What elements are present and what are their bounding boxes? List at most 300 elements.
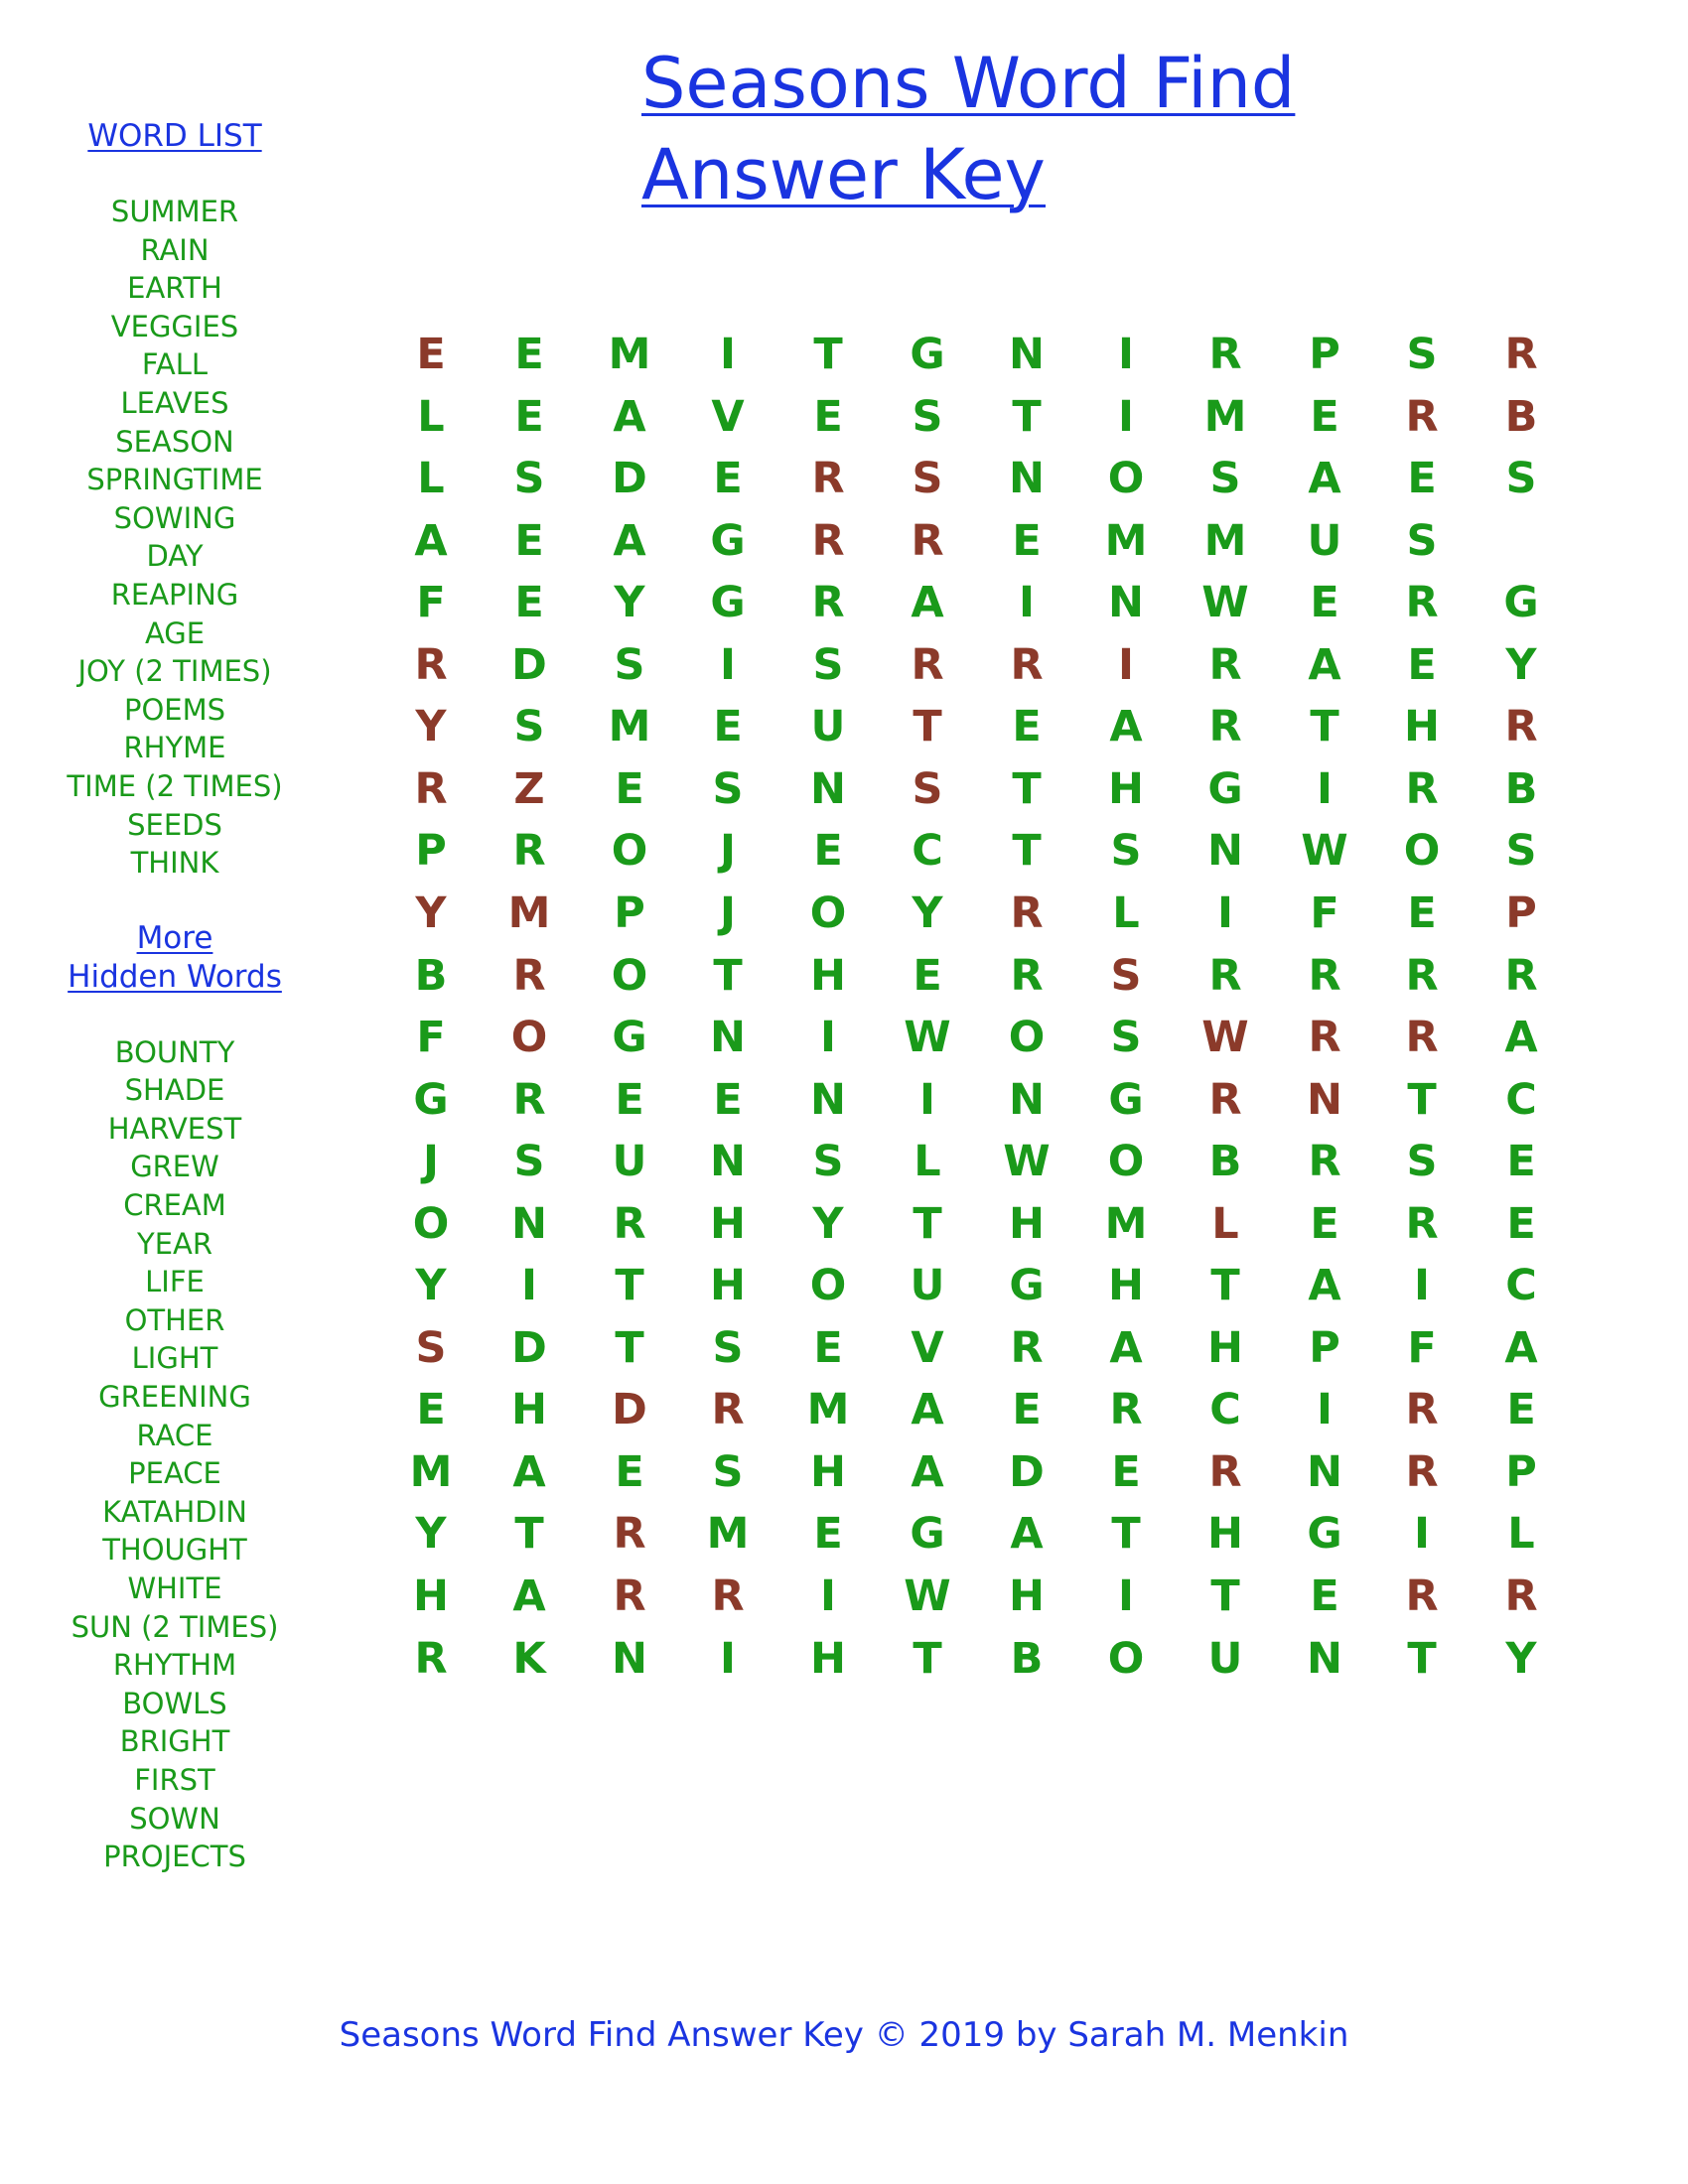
grid-letter-r16-c6: U <box>910 1261 945 1311</box>
grid-letter-r3-c8: O <box>1107 454 1145 504</box>
grid-letter-r4-c7: E <box>1012 515 1042 566</box>
grid-letter-r14-c6: L <box>914 1137 941 1187</box>
grid-letter-r8-c12: B <box>1504 763 1538 814</box>
grid-letter-r4-c11: S <box>1406 515 1438 566</box>
grid-letter-r22-c6: T <box>913 1633 942 1684</box>
grid-letter-r19-c7: D <box>1009 1446 1045 1497</box>
grid-letter-r5-c3: Y <box>614 578 645 628</box>
grid-letter-r6-c11: E <box>1407 639 1437 690</box>
grid-letter-r21-c7: H <box>1009 1571 1045 1621</box>
grid-letter-r19-c9: R <box>1208 1446 1242 1497</box>
grid-letter-r21-c4: R <box>711 1571 745 1621</box>
grid-letter-r18-c4: R <box>711 1385 745 1435</box>
grid-letter-r18-c10: I <box>1317 1385 1333 1435</box>
word-list-item: SUMMER <box>110 195 239 228</box>
grid-letter-r4-c1: A <box>414 515 448 566</box>
grid-letter-r6-c4: I <box>720 639 736 690</box>
grid-letter-r12-c1: F <box>416 1013 446 1063</box>
word-list-item: RAIN <box>140 232 210 267</box>
hidden-word-item: RACE <box>136 1418 213 1452</box>
grid-letter-r2-c11: R <box>1405 391 1439 442</box>
grid-letter-r9-c12: S <box>1505 826 1537 877</box>
grid-letter-r13-c1: G <box>413 1074 449 1125</box>
grid-letter-r4-c10: U <box>1307 515 1342 566</box>
title-line-2: Answer Key <box>641 134 1046 215</box>
hidden-word-item: FIRST <box>134 1762 215 1797</box>
grid-letter-r22-c1: R <box>414 1633 448 1684</box>
grid-letter-r17-c4: S <box>712 1322 744 1373</box>
grid-letter-r8-c3: E <box>615 763 644 814</box>
grid-letter-r13-c8: G <box>1108 1074 1144 1125</box>
grid-letter-r9-c2: R <box>512 826 546 877</box>
grid-letter-r2-c2: E <box>514 391 544 442</box>
grid-letter-r19-c11: R <box>1405 1446 1439 1497</box>
grid-letter-r16-c1: Y <box>415 1261 447 1311</box>
grid-letter-r4-c5: R <box>811 515 845 566</box>
grid-letter-r5-c12: G <box>1503 578 1539 628</box>
grid-letter-r12-c4: N <box>710 1013 746 1063</box>
grid-letter-r20-c11: I <box>1414 1509 1430 1560</box>
grid-letter-r21-c10: E <box>1310 1571 1339 1621</box>
word-list-item: SOWING <box>113 500 236 535</box>
grid-letter-r2-c4: V <box>711 391 745 442</box>
word-list-item: EARTH <box>127 271 222 306</box>
grid-letter-r6-c7: R <box>1010 639 1044 690</box>
copyright-footer: Seasons Word Find Answer Key © 2019 by Sarah M. Menkin <box>339 2015 1349 2055</box>
grid-letter-r7-c10: T <box>1310 702 1339 752</box>
hidden-word-item: GREW <box>130 1150 219 1184</box>
grid-letter-r1-c12: R <box>1504 330 1538 379</box>
grid-letter-r20-c12: L <box>1507 1509 1535 1560</box>
grid-letter-r5-c6: A <box>911 578 944 628</box>
grid-letter-r11-c11: R <box>1405 950 1439 1001</box>
grid-letter-r22-c3: N <box>612 1633 647 1684</box>
grid-letter-r8-c7: T <box>1012 763 1042 814</box>
word-list-item: POEMS <box>123 692 226 727</box>
grid-letter-r3-c6: S <box>912 454 943 504</box>
grid-letter-r2-c12: B <box>1504 391 1538 442</box>
grid-letter-r17-c3: T <box>615 1322 644 1373</box>
grid-letter-r3-c4: E <box>713 454 743 504</box>
grid-letter-r7-c6: T <box>913 702 942 752</box>
grid-letter-r14-c5: S <box>812 1137 844 1187</box>
grid-letter-r11-c12: R <box>1504 950 1538 1001</box>
grid-letter-r21-c1: H <box>413 1571 449 1621</box>
grid-letter-r10-c11: E <box>1407 887 1437 938</box>
grid-letter-r21-c5: I <box>820 1571 836 1621</box>
grid-letter-r7-c9: R <box>1208 702 1242 752</box>
word-list-item: THINK <box>130 846 219 881</box>
hidden-word-item: BRIGHT <box>119 1724 230 1759</box>
grid-letter-r11-c9: R <box>1208 950 1242 1001</box>
grid-letter-r1-c5: T <box>813 330 843 379</box>
grid-letter-r10-c2: M <box>507 887 551 938</box>
grid-letter-r1-c11: S <box>1406 330 1438 379</box>
grid-letter-r10-c8: L <box>1112 887 1140 938</box>
grid-letter-r12-c9: W <box>1201 1013 1249 1063</box>
grid-letter-r20-c7: A <box>1010 1509 1044 1560</box>
grid-letter-r22-c8: O <box>1107 1633 1145 1684</box>
grid-letter-r19-c3: E <box>615 1446 644 1497</box>
grid-letter-r22-c12: Y <box>1505 1633 1537 1684</box>
grid-letter-r10-c3: P <box>614 887 645 938</box>
grid-letter-r20-c6: G <box>910 1509 945 1560</box>
grid-letter-r7-c7: E <box>1012 702 1042 752</box>
grid-letter-r7-c11: H <box>1404 702 1440 752</box>
grid-letter-r5-c4: G <box>710 578 746 628</box>
grid-letter-r15-c8: M <box>1104 1198 1148 1249</box>
grid-letter-r3-c9: S <box>1209 454 1241 504</box>
hidden-word-item: CREAM <box>123 1188 226 1223</box>
grid-letter-r6-c6: R <box>911 639 944 690</box>
grid-letter-r16-c2: I <box>521 1261 537 1311</box>
grid-letter-r2-c5: E <box>813 391 843 442</box>
grid-letter-r6-c9: R <box>1208 639 1242 690</box>
grid-letter-r22-c7: B <box>1010 1633 1044 1684</box>
grid-letter-r14-c3: U <box>612 1137 647 1187</box>
hidden-word-item: KATAHDIN <box>102 1494 247 1529</box>
grid-letter-r9-c6: C <box>912 826 943 877</box>
grid-letter-r15-c9: L <box>1211 1198 1239 1249</box>
grid-letter-r12-c6: W <box>904 1013 951 1063</box>
grid-letter-r13-c4: E <box>713 1074 743 1125</box>
grid-letter-r7-c3: M <box>608 702 651 752</box>
grid-letter-r14-c11: S <box>1406 1137 1438 1187</box>
grid-letter-r6-c10: A <box>1308 639 1341 690</box>
grid-letter-r11-c6: E <box>913 950 942 1001</box>
hidden-word-item: YEAR <box>136 1226 213 1261</box>
grid-letter-r11-c1: B <box>414 950 448 1001</box>
word-list-heading[interactable]: WORD LIST <box>87 118 262 154</box>
grid-letter-r22-c10: N <box>1307 1633 1342 1684</box>
grid-letter-r19-c8: E <box>1111 1446 1141 1497</box>
grid-letter-r9-c1: P <box>415 826 447 877</box>
grid-letter-r1-c4: I <box>720 330 736 379</box>
word-list-item: FALL <box>141 347 209 382</box>
grid-letter-r3-c3: D <box>612 454 647 504</box>
grid-letter-r4-c4: G <box>710 515 746 566</box>
more-heading-line-2: Hidden Words <box>68 958 282 995</box>
grid-letter-r20-c8: T <box>1111 1509 1141 1560</box>
grid-letter-r1-c9: R <box>1208 330 1242 379</box>
grid-letter-r3-c7: N <box>1009 454 1045 504</box>
grid-letter-r5-c10: E <box>1310 578 1339 628</box>
grid-letter-r5-c11: R <box>1405 578 1439 628</box>
word-list-item: VEGGIES <box>110 309 239 343</box>
grid-letter-r11-c8: S <box>1110 950 1142 1001</box>
grid-letter-r12-c7: O <box>1008 1013 1046 1063</box>
grid-letter-r9-c8: S <box>1110 826 1142 877</box>
grid-letter-r12-c5: I <box>820 1013 836 1063</box>
grid-letter-r16-c10: A <box>1308 1261 1341 1311</box>
grid-letter-r9-c11: O <box>1403 826 1441 877</box>
grid-letter-r20-c9: H <box>1207 1509 1243 1560</box>
grid-letter-r7-c1: Y <box>415 702 447 752</box>
grid-letter-r8-c11: R <box>1405 763 1439 814</box>
hidden-word-item: RHYTHM <box>112 1648 237 1683</box>
word-list-item: RHYME <box>123 731 226 765</box>
grid-letter-r22-c4: I <box>720 1633 736 1684</box>
grid-letter-r13-c6: I <box>919 1074 935 1125</box>
grid-letter-r10-c7: R <box>1010 887 1044 938</box>
grid-letter-r15-c1: O <box>412 1198 450 1249</box>
grid-letter-r18-c8: R <box>1109 1385 1143 1435</box>
grid-letter-r19-c6: A <box>911 1446 944 1497</box>
grid-letter-r21-c6: W <box>904 1571 951 1621</box>
grid-letter-r2-c1: L <box>417 391 445 442</box>
grid-letter-r5-c7: I <box>1019 578 1035 628</box>
grid-letter-r20-c4: M <box>706 1509 750 1560</box>
hidden-word-item: OTHER <box>124 1302 225 1337</box>
grid-letter-r7-c5: U <box>810 702 846 752</box>
grid-letter-r13-c11: T <box>1407 1074 1437 1125</box>
grid-letter-r8-c9: G <box>1207 763 1243 814</box>
grid-letter-r1-c2: E <box>514 330 544 379</box>
grid-letter-r14-c12: E <box>1506 1137 1536 1187</box>
hidden-word-item: SHADE <box>124 1073 225 1108</box>
hidden-word-item: WHITE <box>127 1571 222 1605</box>
grid-letter-r11-c10: R <box>1308 950 1341 1001</box>
grid-letter-r17-c10: P <box>1309 1322 1340 1373</box>
grid-letter-r5-c5: R <box>811 578 845 628</box>
grid-letter-r13-c2: R <box>512 1074 546 1125</box>
grid-letter-r3-c2: S <box>513 454 545 504</box>
grid-letter-r18-c11: R <box>1405 1385 1439 1435</box>
grid-letter-r18-c6: A <box>911 1385 944 1435</box>
grid-letter-r12-c8: S <box>1110 1013 1142 1063</box>
grid-letter-r6-c8: I <box>1118 639 1134 690</box>
grid-letter-r17-c11: F <box>1407 1322 1437 1373</box>
grid-letter-r17-c2: D <box>511 1322 547 1373</box>
grid-letter-r8-c1: R <box>414 763 448 814</box>
grid-letter-r2-c7: T <box>1012 391 1042 442</box>
grid-letter-r14-c7: W <box>1003 1137 1051 1187</box>
hidden-word-item: LIFE <box>145 1265 205 1299</box>
grid-letter-r15-c2: N <box>511 1198 547 1249</box>
grid-letter-r8-c8: H <box>1108 763 1144 814</box>
grid-letter-r13-c12: C <box>1505 1074 1537 1125</box>
grid-letter-r15-c5: Y <box>812 1198 844 1249</box>
grid-letter-r8-c10: I <box>1317 763 1333 814</box>
grid-letter-r4-c3: A <box>613 515 646 566</box>
grid-letter-r4-c8: M <box>1104 515 1148 566</box>
word-list-item: LEAVES <box>120 385 229 420</box>
hidden-word-item: BOWLS <box>122 1686 227 1720</box>
grid-letter-r7-c4: E <box>713 702 743 752</box>
grid-letter-r22-c2: K <box>512 1633 546 1684</box>
grid-letter-r16-c11: I <box>1414 1261 1430 1311</box>
grid-letter-r17-c6: V <box>911 1322 944 1373</box>
grid-letter-r15-c3: R <box>613 1198 646 1249</box>
grid-letter-r18-c3: D <box>612 1385 647 1435</box>
word-list-item: SPRINGTIME <box>86 463 263 497</box>
grid-letter-r19-c4: S <box>712 1446 744 1497</box>
grid-letter-r12-c3: G <box>612 1013 647 1063</box>
grid-letter-r19-c1: M <box>409 1446 453 1497</box>
grid-letter-r4-c2: E <box>514 515 544 566</box>
grid-letter-r13-c3: E <box>615 1074 644 1125</box>
grid-letter-r20-c3: R <box>613 1509 646 1560</box>
grid-letter-r11-c7: R <box>1010 950 1044 1001</box>
grid-letter-r12-c11: R <box>1405 1013 1439 1063</box>
grid-letter-r12-c2: O <box>510 1013 548 1063</box>
grid-letter-r21-c9: T <box>1210 1571 1240 1621</box>
grid-letter-r14-c8: O <box>1107 1137 1145 1187</box>
grid-letter-r15-c10: E <box>1310 1198 1339 1249</box>
grid-letter-r13-c5: N <box>810 1074 846 1125</box>
hidden-word-item: PEACE <box>128 1456 221 1491</box>
grid-letter-r21-c12: R <box>1504 1571 1538 1621</box>
grid-letter-r21-c11: R <box>1405 1571 1439 1621</box>
grid-letter-r3-c1: L <box>417 454 445 504</box>
grid-letter-r12-c12: A <box>1504 1013 1538 1063</box>
hidden-word-item: SUN (2 TIMES) <box>70 1609 279 1644</box>
word-list-item: DAY <box>146 539 204 574</box>
grid-letter-r15-c6: T <box>913 1198 942 1249</box>
grid-letter-r8-c6: S <box>912 763 943 814</box>
grid-letter-r16-c12: C <box>1505 1261 1537 1311</box>
grid-letter-r3-c12: S <box>1505 454 1537 504</box>
grid-letter-r15-c4: H <box>710 1198 746 1249</box>
grid-letter-r7-c2: S <box>513 702 545 752</box>
grid-letter-r4-c9: M <box>1203 515 1247 566</box>
grid-letter-r6-c3: S <box>614 639 645 690</box>
grid-letter-r11-c2: R <box>512 950 546 1001</box>
grid-letter-r22-c9: U <box>1207 1633 1243 1684</box>
grid-letter-r16-c3: T <box>615 1261 644 1311</box>
grid-letter-r5-c9: W <box>1201 578 1249 628</box>
hidden-word-item: SOWN <box>129 1801 220 1836</box>
grid-letter-r6-c5: S <box>812 639 844 690</box>
grid-letter-r8-c4: S <box>712 763 744 814</box>
grid-letter-r2-c10: E <box>1310 391 1339 442</box>
grid-letter-r10-c6: Y <box>912 887 943 938</box>
grid-letter-r10-c12: P <box>1505 887 1537 938</box>
more-heading-line-1: More <box>136 919 213 956</box>
grid-letter-r16-c8: H <box>1108 1261 1144 1311</box>
grid-letter-r10-c1: Y <box>415 887 447 938</box>
grid-letter-r14-c10: R <box>1308 1137 1341 1187</box>
grid-letter-r20-c1: Y <box>415 1509 447 1560</box>
grid-letter-r18-c2: H <box>511 1385 547 1435</box>
grid-letter-r15-c7: H <box>1009 1198 1045 1249</box>
grid-letter-r18-c7: E <box>1012 1385 1042 1435</box>
grid-letter-r9-c5: E <box>813 826 843 877</box>
grid-letter-r17-c9: H <box>1207 1322 1243 1373</box>
grid-letter-r19-c5: H <box>810 1446 846 1497</box>
grid-letter-r10-c10: F <box>1310 887 1339 938</box>
grid-letter-r9-c9: N <box>1207 826 1243 877</box>
grid-letter-r20-c5: E <box>813 1509 843 1560</box>
grid-letter-r1-c10: P <box>1309 330 1340 379</box>
hidden-word-item: LIGHT <box>131 1341 218 1376</box>
grid-letter-r16-c4: H <box>710 1261 746 1311</box>
hidden-word-item: HARVEST <box>107 1111 242 1146</box>
grid-letter-r6-c1: R <box>414 639 448 690</box>
grid-letter-r16-c9: T <box>1210 1261 1240 1311</box>
grid-letter-r13-c10: N <box>1307 1074 1342 1125</box>
grid-letter-r21-c3: R <box>613 1571 646 1621</box>
grid-letter-r13-c7: N <box>1009 1074 1045 1125</box>
grid-letter-r1-c7: N <box>1009 330 1045 379</box>
grid-letter-r5-c1: F <box>416 578 446 628</box>
grid-letter-r18-c5: M <box>806 1385 850 1435</box>
grid-letter-r10-c9: I <box>1217 887 1233 938</box>
grid-letter-r15-c11: R <box>1405 1198 1439 1249</box>
grid-letter-r3-c5: R <box>811 454 845 504</box>
grid-letter-r17-c8: A <box>1109 1322 1143 1373</box>
hidden-word-item: THOUGHT <box>102 1533 247 1568</box>
grid-letter-r8-c2: Z <box>513 763 545 814</box>
grid-letter-r5-c2: E <box>514 578 544 628</box>
grid-letter-r7-c8: A <box>1109 702 1143 752</box>
grid-letter-r5-c8: N <box>1108 578 1144 628</box>
grid-letter-r16-c5: O <box>809 1261 847 1311</box>
grid-letter-r19-c10: N <box>1307 1446 1342 1497</box>
grid-letter-r3-c11: E <box>1407 454 1437 504</box>
grid-letter-r17-c1: S <box>415 1322 447 1373</box>
grid-letter-r10-c5: O <box>809 887 847 938</box>
grid-letter-r6-c12: Y <box>1505 639 1537 690</box>
grid-letter-r19-c12: P <box>1505 1446 1537 1497</box>
grid-letter-r22-c5: H <box>810 1633 846 1684</box>
grid-letter-r1-c8: I <box>1118 330 1134 379</box>
grid-letter-r3-c10: A <box>1308 454 1341 504</box>
grid-letter-r14-c4: N <box>710 1137 746 1187</box>
word-list-item: TIME (2 TIMES) <box>67 768 283 803</box>
grid-letter-r19-c2: A <box>512 1446 546 1497</box>
grid-letter-r22-c11: T <box>1407 1633 1437 1684</box>
grid-letter-r11-c5: H <box>810 950 846 1001</box>
grid-letter-r4-c6: R <box>911 515 944 566</box>
grid-letter-r11-c4: T <box>713 950 743 1001</box>
grid-letter-r2-c3: A <box>613 391 646 442</box>
grid-letter-r2-c6: S <box>912 391 943 442</box>
word-list-item: AGE <box>144 615 206 650</box>
word-list-item: SEASON <box>115 424 234 459</box>
grid-letter-r9-c10: W <box>1301 826 1348 877</box>
grid-letter-r6-c2: D <box>511 639 547 690</box>
grid-letter-r17-c5: E <box>813 1322 843 1373</box>
grid-letter-r9-c4: J <box>720 826 736 877</box>
grid-letter-r21-c8: I <box>1118 1571 1134 1621</box>
hidden-word-item: BOUNTY <box>114 1034 235 1069</box>
grid-letter-r8-c5: N <box>810 763 846 814</box>
grid-letter-r10-c4: J <box>720 887 736 938</box>
grid-letter-r21-c2: A <box>512 1571 546 1621</box>
grid-letter-r14-c1: J <box>423 1137 439 1187</box>
title-line-1: Seasons Word Find <box>641 43 1296 124</box>
grid-letter-r1-c6: G <box>910 330 945 379</box>
grid-letter-r17-c7: R <box>1010 1322 1044 1373</box>
grid-letter-r15-c12: E <box>1506 1198 1536 1249</box>
grid-letter-r20-c2: T <box>514 1509 544 1560</box>
hidden-word-item: GREENING <box>98 1380 251 1415</box>
grid-letter-r18-c12: E <box>1506 1385 1536 1435</box>
grid-letter-r14-c9: B <box>1208 1137 1242 1187</box>
grid-letter-r17-c12: A <box>1504 1322 1538 1373</box>
grid-letter-r18-c1: E <box>416 1385 446 1435</box>
hidden-word-item: PROJECTS <box>103 1840 246 1874</box>
grid-letter-r9-c3: O <box>611 826 648 877</box>
grid-letter-r16-c7: G <box>1009 1261 1045 1311</box>
grid-letter-r1-c1: E <box>416 330 446 379</box>
grid-letter-r18-c9: C <box>1209 1385 1241 1435</box>
grid-letter-r14-c2: S <box>513 1137 545 1187</box>
grid-letter-r13-c9: R <box>1208 1074 1242 1125</box>
grid-letter-r2-c8: I <box>1118 391 1134 442</box>
grid-letter-r1-c3: M <box>608 330 651 379</box>
